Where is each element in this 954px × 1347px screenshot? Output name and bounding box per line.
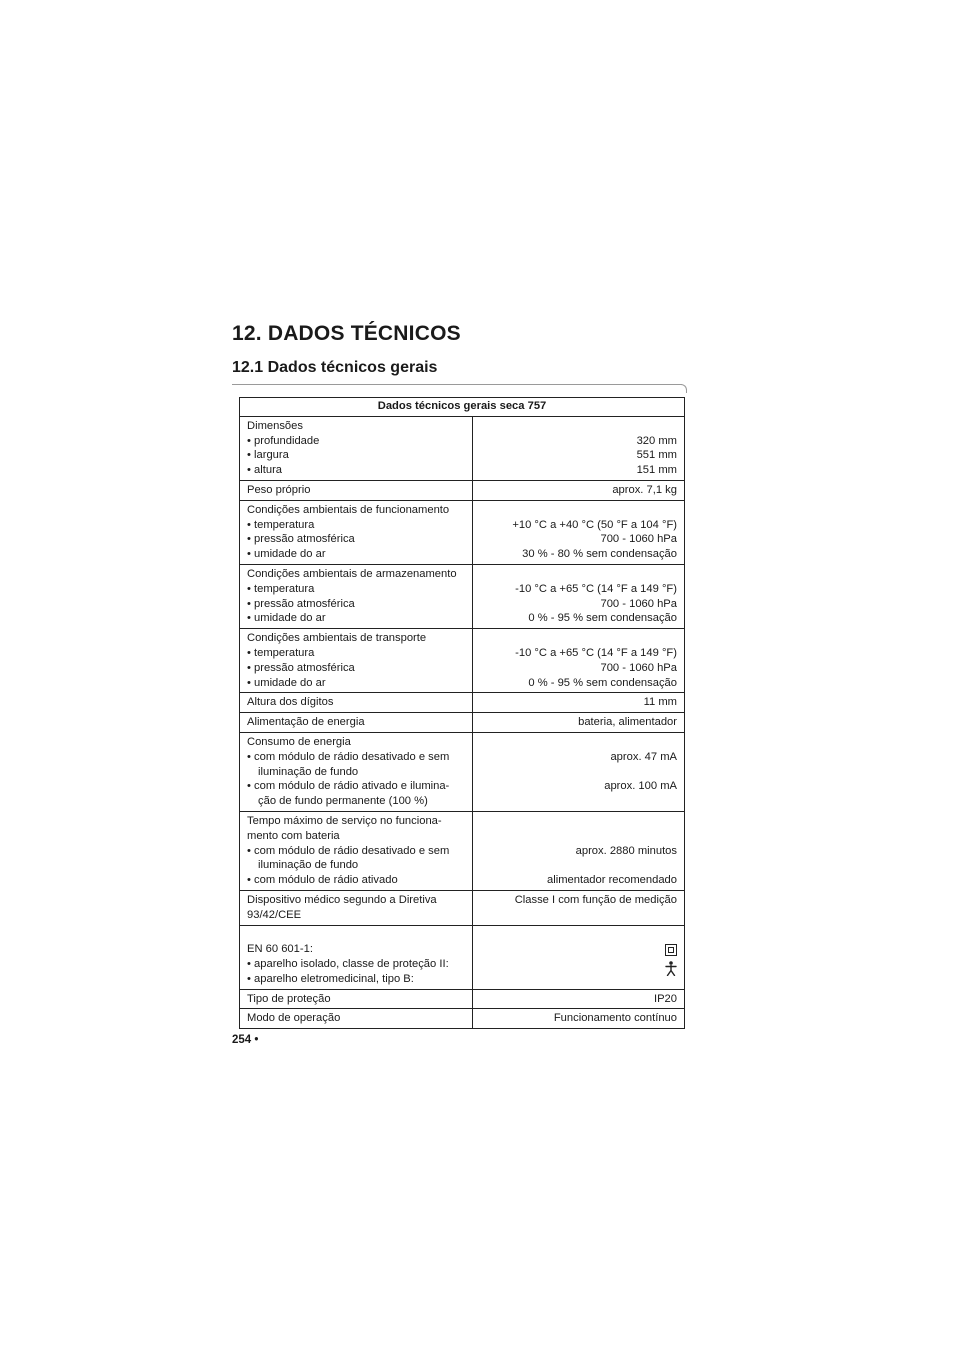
bullet-item: • com módulo de rádio desativado e sem iluminação de fundo bbox=[247, 844, 450, 872]
row-label: Condições ambientais de transporte bbox=[247, 632, 427, 645]
table-row bbox=[240, 811, 685, 890]
bullet-item: • com módulo de rádio ativado bbox=[247, 874, 398, 887]
row-value: 551 mm bbox=[636, 449, 677, 462]
row-value: -10 °C a +65 °C (14 °F a 149 °F) bbox=[515, 582, 677, 595]
row-label: Peso próprio bbox=[247, 483, 311, 496]
row-label: Consumo de energia bbox=[247, 735, 351, 748]
row-label: Modo de operação bbox=[247, 1012, 341, 1025]
bullet-item: • com módulo de rádio ativado e ilumina-ção de fundo permanente (100 %) bbox=[247, 780, 450, 808]
page-number: 254 • bbox=[232, 1034, 259, 1046]
bullet-item: • umidade do ar bbox=[247, 548, 326, 561]
bullet-item: • pressão atmosférica bbox=[247, 661, 355, 674]
row-value: Funcionamento contínuo bbox=[553, 1012, 677, 1025]
row-label: Tipo de proteção bbox=[247, 992, 331, 1005]
row-value: 30 % - 80 % sem condensação bbox=[522, 548, 677, 561]
type-b-symbol-icon bbox=[665, 961, 677, 976]
bullet-item: • umidade do ar bbox=[247, 612, 326, 625]
section-divider bbox=[232, 384, 682, 385]
row-label: Dimensões bbox=[247, 419, 303, 432]
bullet-item: • profundidade bbox=[247, 434, 320, 447]
row-value: 700 - 1060 hPa bbox=[600, 661, 677, 674]
row-value: aprox. 7,1 kg bbox=[612, 483, 677, 496]
row-value: 11 mm bbox=[643, 696, 677, 709]
row-label: Dispositivo médico segundo a Diretiva 93/42/CEE bbox=[247, 893, 437, 921]
row-label: Condições ambientais de funcionamento bbox=[247, 503, 450, 516]
bullet-item: • temperatura bbox=[247, 646, 315, 659]
row-value: +10 °C a +40 °C (50 °F a 104 °F) bbox=[512, 518, 677, 531]
class-ii-symbol-icon bbox=[665, 944, 677, 956]
table-row bbox=[240, 629, 685, 693]
row-label: Condições ambientais de armazenamento bbox=[247, 567, 457, 580]
row-value: bateria, alimentador bbox=[578, 716, 677, 729]
table-row bbox=[240, 713, 685, 733]
row-value: 700 - 1060 hPa bbox=[600, 533, 677, 546]
table-row bbox=[240, 416, 685, 480]
row-value: IP20 bbox=[653, 992, 677, 1005]
row-value: aprox. 47 mA bbox=[610, 750, 677, 763]
bullet-item: • temperatura bbox=[247, 582, 315, 595]
table-row bbox=[240, 564, 685, 628]
table-row bbox=[240, 693, 685, 713]
table-header: Dados técnicos gerais seca 757 bbox=[240, 398, 685, 417]
row-label: Tempo máximo de serviço no funciona-mento com bateria bbox=[247, 814, 442, 842]
row-value: aprox. 2880 minutos bbox=[575, 844, 677, 857]
row-value: alimentador recomendado bbox=[547, 874, 677, 887]
bullet-item: • altura bbox=[247, 464, 283, 477]
row-value: -10 °C a +65 °C (14 °F a 149 °F) bbox=[515, 646, 677, 659]
row-value: aprox. 100 mA bbox=[604, 780, 677, 793]
row-value: 320 mm bbox=[636, 434, 677, 447]
table-row bbox=[240, 925, 685, 989]
bullet-item: • aparelho isolado, classe de proteção II: bbox=[247, 958, 449, 971]
bullet-item: • pressão atmosférica bbox=[247, 533, 355, 546]
row-label: Altura dos dígitos bbox=[247, 696, 334, 709]
table-row bbox=[240, 989, 685, 1009]
table-row bbox=[240, 732, 685, 811]
table-row bbox=[240, 480, 685, 500]
row-value: Classe I com função de medição bbox=[514, 893, 677, 906]
row-value: 700 - 1060 hPa bbox=[600, 597, 677, 610]
bullet-item: • pressão atmosférica bbox=[247, 597, 355, 610]
bullet-item: • umidade do ar bbox=[247, 676, 326, 689]
section-divider-hook bbox=[680, 384, 687, 393]
bullet-item: • largura bbox=[247, 449, 289, 462]
bullet-item: • temperatura bbox=[247, 518, 315, 531]
bullet-item: • com módulo de rádio desativado e sem iluminação de fundo bbox=[247, 750, 450, 778]
technical-data-table bbox=[239, 397, 685, 1029]
row-label: Alimentação de energia bbox=[247, 716, 365, 729]
table-row bbox=[240, 890, 685, 925]
row-label: EN 60 601-1: bbox=[247, 943, 313, 956]
section-title: 12.1 Dados técnicos gerais bbox=[232, 359, 438, 376]
row-value: 0 % - 95 % sem condensação bbox=[528, 612, 677, 625]
table-row bbox=[240, 500, 685, 564]
row-value: 151 mm bbox=[636, 464, 677, 477]
row-value: 0 % - 95 % sem condensação bbox=[528, 676, 677, 689]
table-row bbox=[240, 1009, 685, 1029]
bullet-item: • aparelho eletromedicinal, tipo B: bbox=[247, 972, 414, 985]
chapter-title: 12. DADOS TÉCNICOS bbox=[232, 322, 461, 345]
